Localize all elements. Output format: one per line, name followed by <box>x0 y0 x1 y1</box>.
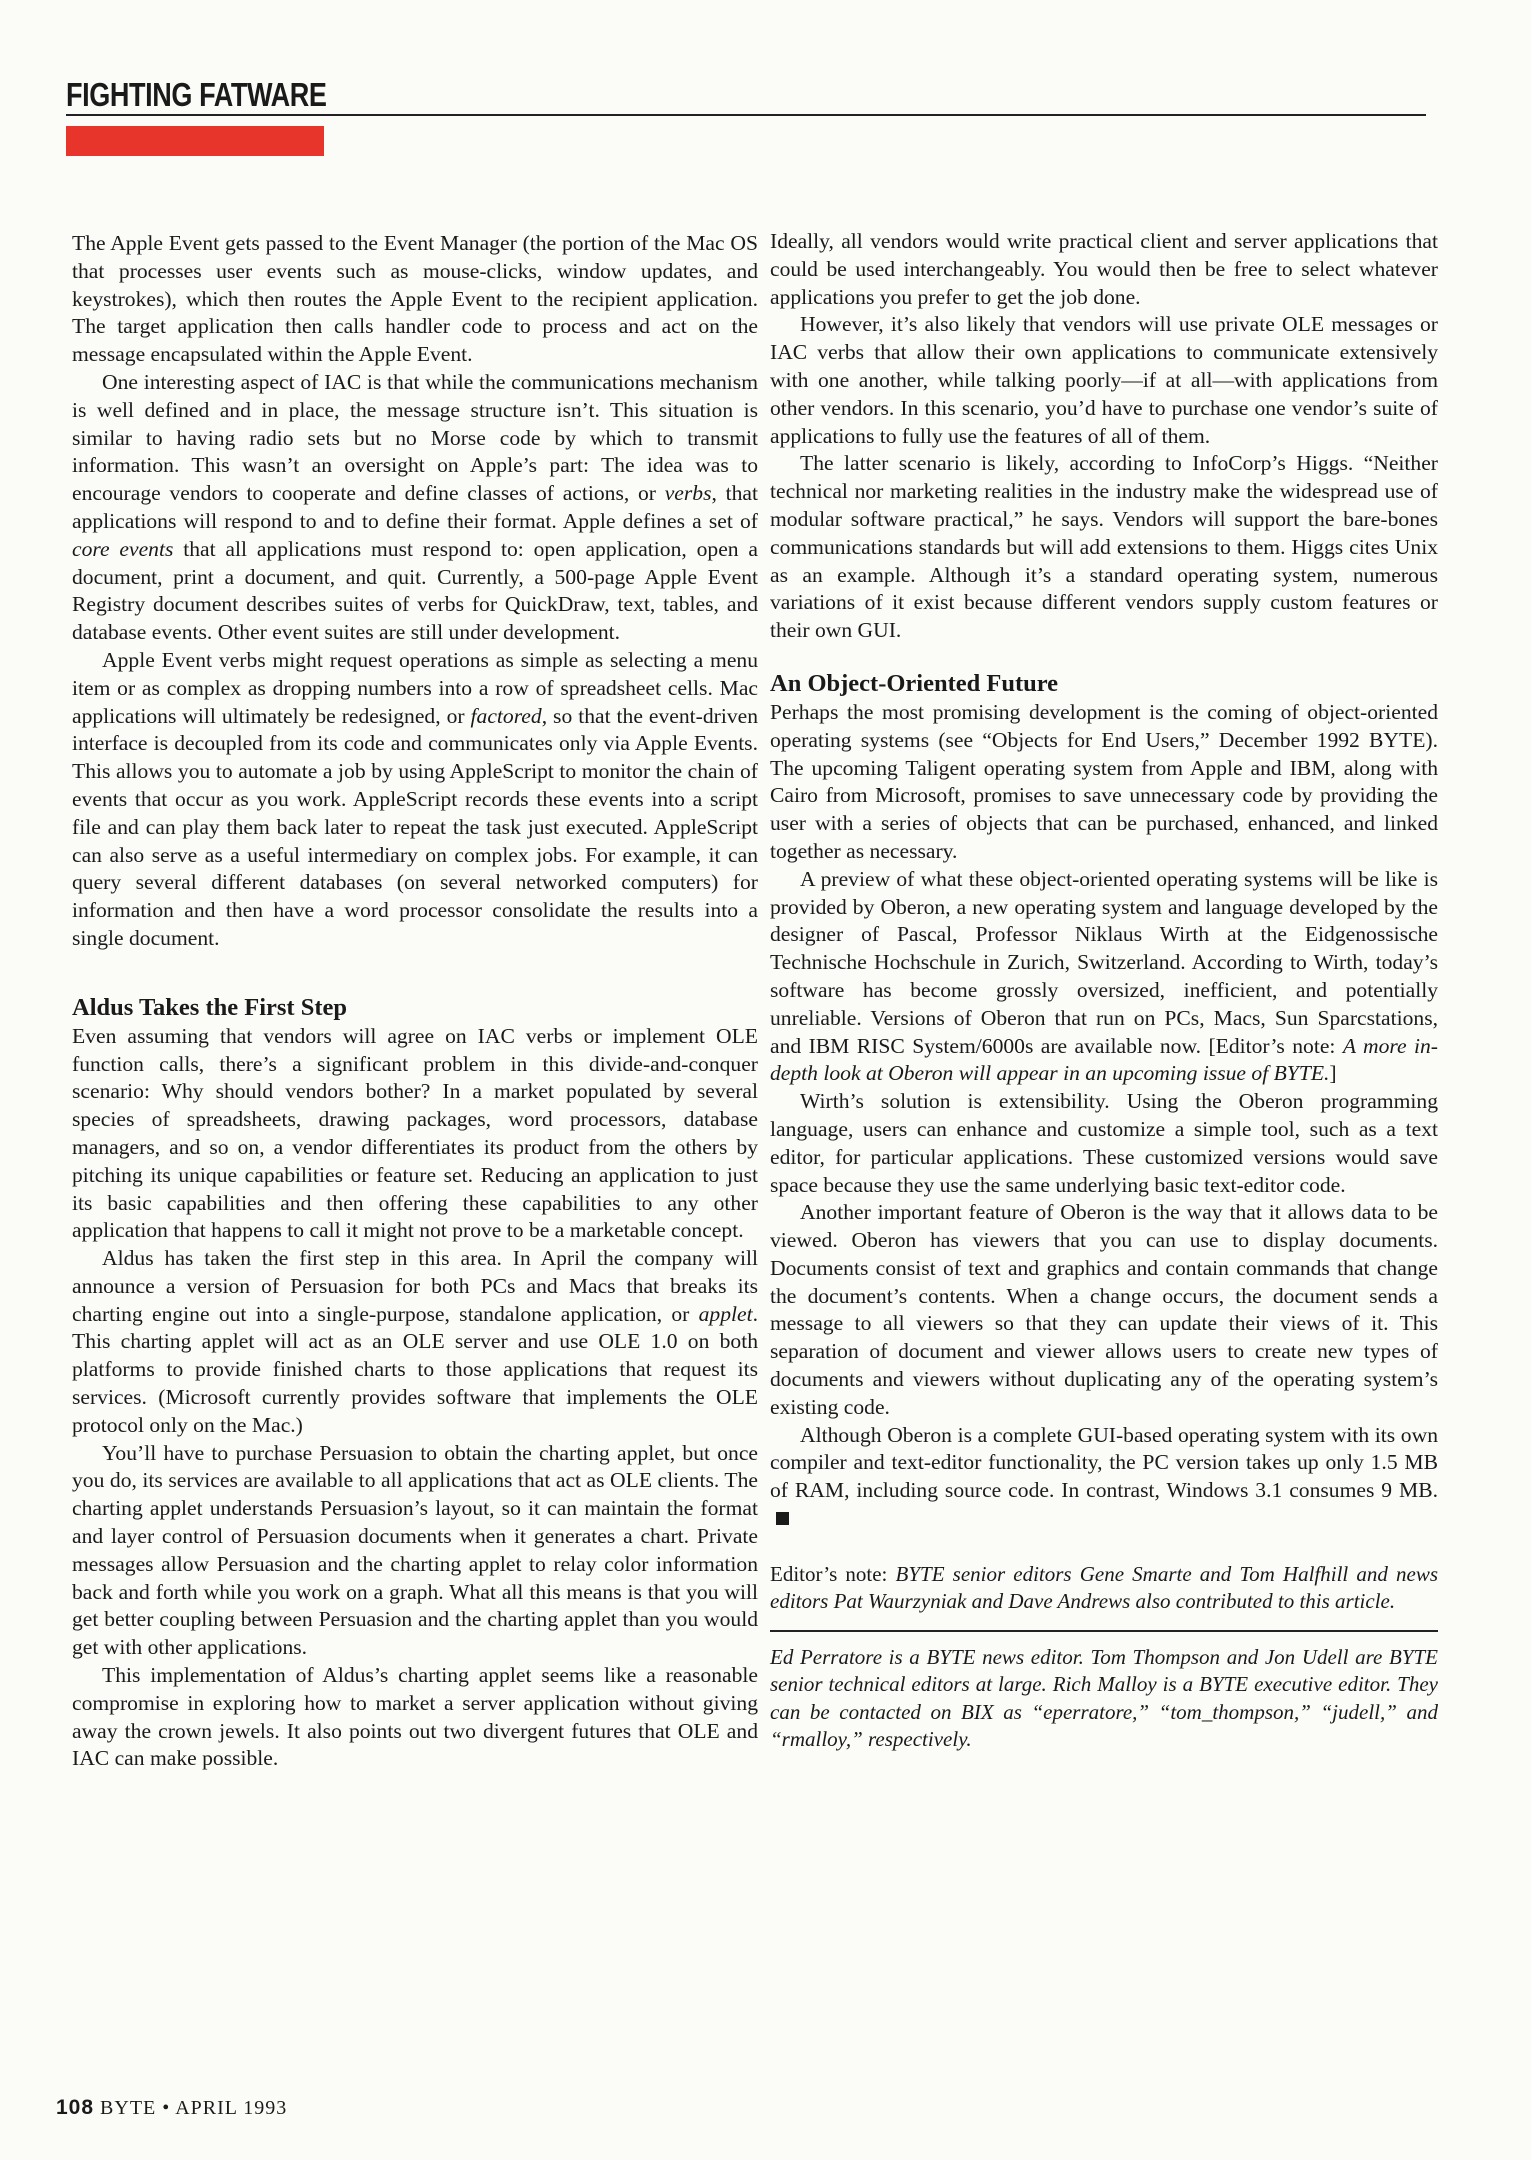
issue-date: APRIL 1993 <box>175 2097 288 2119</box>
page-number: 108 <box>56 2096 95 2119</box>
paragraph: A preview of what these object-oriented operating systems will be like is provided by Oberon, a new operating system and language developed by the designer of Pascal, Professor Niklaus Wirth at the Eidgenossische Technische Hochschule in Zurich, Switzerland. According to Wirth, today’s software has become grossly oversized, inefficient, and potentially unreliable. Versions of Oberon that run on PCs, Macs, Sun Sparcstations, and IBM RISC System/6000s are available now. [Editor’s note: A more in-depth look at Oberon will appear in an upcoming issue of BYTE.] <box>770 866 1439 1086</box>
paragraph: The Apple Event gets passed to the Event Manager (the portion of the Mac OS that processes user events such as mouse-clicks, window updates, and keystrokes), which then routes the Apple Event to the recipient application. The target application then calls handler code to process and act on the message encapsulated within the Apple Event. <box>72 231 758 367</box>
right-column <box>770 228 1438 1754</box>
paragraph: This implementation of Aldus’s charting applet seems like a reasonable compromise in exploring how to market a server application without giving away the crown jewels. It also points out two divergent futures that OLE and IAC can make possible. <box>72 1663 758 1771</box>
footer-separator: • <box>162 2097 171 2119</box>
paragraph: Perhaps the most promising development is the coming of object-oriented operating systems (see “Objects for End Users,” December 1992 BYTE). The upcoming Taligent operating system from Apple and IBM, along with Cairo from Microsoft, promises to save unnecessary code by providing the user with a series of objects that can be purchased, enhanced, and linked together as necessary. <box>770 699 1438 863</box>
paragraph: Ideally, all vendors would write practical client and server applications that could be used interchangeably. You would then be free to select whatever applications you prefer to get the job done. <box>770 229 1438 309</box>
paragraph: Aldus has taken the first step in this area. In April the company will announce a version of Persuasion for both PCs and Macs that breaks its charting engine out into a single-purpose, standalone application, or applet. This charting applet will act as an OLE server and use OLE 1.0 on both platforms to provide finished charts to those applications that request its services. (Microsoft currently provides software that implements the OLE protocol only on the Mac.) <box>72 1246 758 1437</box>
header-rule <box>66 114 1426 116</box>
paragraph: Even assuming that vendors will agree on IAC verbs or implement OLE function calls, there’s a significant problem in this divide-and-conquer scenario: Why should vendors bother? In a market populated by several species of spreadsheets, drawing packages, word processors, database managers, and so on, a vendor differentiates its product from the others by pitching its unique capabilities or feature set. Reducing an application to just its basic capabilities and then offering these capabilities to any other application that happens to call it might not prove to be a marketable concept. <box>72 1023 758 1243</box>
page-header <box>66 78 1426 111</box>
subheading: An Object-Oriented Future <box>770 669 1059 697</box>
paragraph: The latter scenario is likely, according to InfoCorp’s Higgs. “Neither technical nor marketing realities in the industry make the widespread use of modular software practical,” he says. Vendors will support the bare-bones communications standards but will add extensions to them. Higgs cites Unix as an example. Although it’s a standard operating system, numerous variations of it exist because different vendors supply custom features or their own GUI. <box>770 451 1438 643</box>
header-accent-bar <box>66 126 324 156</box>
paragraph: Apple Event verbs might request operations as simple as selecting a menu item or as complex as dropping numbers into a row of spreadsheet cells. Mac applications will ultimately be redesigned, or factored, so that the event-driven interface is decoupled from its code and communicates only via Apple Events. This allows you to automate a job by using AppleScript to monitor the chain of events that occur as you work. AppleScript records these events into a script file and can play them back later to repeat the task just executed. AppleScript can also serve as a useful intermediary on complex jobs. For example, it can query several different databases (on several networked computers) for information and then have a word processor consolidate the results into a single document. <box>72 647 758 950</box>
end-mark-icon <box>776 1512 789 1525</box>
paragraph: One interesting aspect of IAC is that while the communications mechanism is well defined and in place, the message structure isn’t. This situation is similar to having radio sets but no Morse code by which to transmit information. This wasn’t an oversight on Apple’s part: The idea was to encourage vendors to cooperate and define classes of actions, or verbs, that applications will respond to and to define their format. Apple defines a set of core events that all applications must respond to: open application, open a document, print a document, and quit. Currently, a 500-page Apple Event Registry document describes suites of verbs for QuickDraw, text, tables, and database events. Other event suites are still under development. <box>72 369 758 645</box>
paragraph: Another important feature of Oberon is the way that it allows data to be viewed. Oberon has viewers that you can use to display documents. Documents consist of text and graphics and contain commands that change the document’s contents. When a change occurs, the document sends a message to all viewers so that they can update their views of it. This separation of document and viewer allows users to create new types of documents and viewers without duplicating any of the operating system’s existing code. <box>770 1200 1438 1419</box>
section-title: FIGHTING FATWARE <box>66 76 327 113</box>
paragraph: Although Oberon is a complete GUI-based operating system with its own compiler and text-editor functionality, the PC version takes up only 1.5 MB of RAM, including source code. In contrast, Windows 3.1 consumes 9 MB. <box>770 1422 1438 1533</box>
author-bio: Ed Perratore is a BYTE news editor. Tom Thompson and Jon Udell are BYTE senior technical editors at large. Rich Malloy is a BYTE executive editor. They can be contacted on BIX as “eperratore,” “tom_thompson,” “judell,” and “rmalloy,” respectively. <box>770 1644 1438 1752</box>
paragraph: Wirth’s solution is extensibility. Using the Oberon programming language, users can enhance and customize a simple tool, such as a text editor, for particular applications. These customized versions would save space because they use the same underlying basic text-editor code. <box>770 1089 1438 1197</box>
magazine-name: BYTE <box>100 2097 157 2119</box>
paragraph: You’ll have to purchase Persuasion to obtain the charting applet, but once you do, its services are available to all applications that act as OLE clients. The charting applet understands Persuasion’s layout, so it can maintain the format and layer control of Persuasion documents when it generates a chart. Private messages allow Persuasion and the charting applet to relay color information back and forth while you work on a graph. What all this means is that you will get better coupling between Persuasion and the charting applet than you would get with other applications. <box>72 1440 758 1660</box>
left-column <box>72 230 758 1773</box>
page-footer <box>56 2096 287 2120</box>
subheading: Aldus Takes the First Step <box>72 993 348 1021</box>
bio-rule <box>770 1630 1438 1632</box>
paragraph: However, it’s also likely that vendors will use private OLE messages or IAC verbs that allow their own applications to communicate extensively with one another, while talking poorly—if at all—with applications from other vendors. In this scenario, you’d have to purchase one vendor’s suite of applications to fully use the features of all of them. <box>770 312 1438 448</box>
editors-note: Editor’s note: BYTE senior editors Gene Smarte and Tom Halfhill and news editors Pat Waurzyniak and Dave Andrews also contributed to this article. <box>770 1561 1439 1614</box>
